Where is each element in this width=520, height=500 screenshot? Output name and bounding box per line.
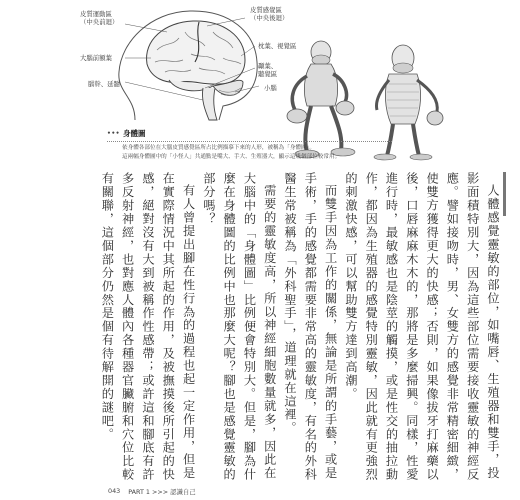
paragraph: 有人曾提出腳在性行為的過程也起一定作用，但是在實際情況中其所起的作用，及被撫摸後所引起的快感，絕對沒有大到被稱作性感帶；或許這和腳底有許多反射神經，也對應人體內各種器官臟腑和穴位比較有關聯，這個部分仍然是個有待解開的謎吧。	[100, 172, 196, 482]
label-temporal: 顳葉、 聽覺區	[258, 62, 278, 78]
body-text	[100, 172, 503, 488]
caption-dots-icon: •••	[107, 129, 121, 137]
brain-figure	[0, 0, 520, 160]
label-brainstem: 腦幹、延髓	[88, 80, 120, 88]
part-label: PART 1 >>> 認識自己	[128, 488, 196, 496]
caption-text: 依身體各部位在大腦皮質感覺區所占比例描摹下來的人形，被稱為「身體圖」。 這兩幅身體圖中的「小怪人」共通點是嘴大、手大、生殖器大，顯示這幾個部位較常用。	[122, 145, 341, 160]
paragraph: 人體感覺靈敏的部位，如嘴唇、生殖器和雙手，投影面積特別大，因為這些部位需要接收靈敏的神經反應。譬如接吻時，男、女雙方的感覺非常精密細緻，使雙方獲得更大的快感；否則，如果像拔牙打麻藥以後，口唇麻麻木木的，那將是多麼掃興。同樣，性愛進行時，最敏感也是陰莖的觸摸，或是性交的抽拉動作，都因為生殖器的感覺特別靈敏，因此就有更強烈的刺激快感，可以幫助雙方達到高潮。	[343, 172, 500, 482]
label-sensory-cortex: 皮質感覺區 （中央後迴）	[250, 6, 289, 22]
caption-title	[107, 128, 146, 138]
caption-divider	[107, 141, 392, 142]
label-occipital: 枕葉、視覺區	[258, 42, 297, 50]
highlight-bar	[503, 172, 506, 216]
label-prefrontal: 大腦前額葉	[80, 54, 112, 62]
homunculus-illustration	[285, 40, 445, 160]
label-cerebellum: 小腦	[264, 84, 277, 92]
caption-title-text: 身體圖	[123, 128, 146, 138]
paragraph: 而雙手因為工作的關係，無論是所謂的手藝，或是手術，手的感覺都需要非常高的靈敏度，有名的外科醫生常被稱為「外科聖手」，道理就在這裡。	[283, 172, 338, 482]
paragraph: 需要的靈敏度高，所以神經細胞數量就多，因此在大腦中的「身體圖」比例便會特別大。但是，腳為什麼在身體圖的比例中也那麼大呢？腳也是感覺靈敏的部分嗎？	[201, 172, 277, 482]
page-footer	[108, 487, 196, 496]
label-motor-cortex: 皮質運動區 （中央前迴）	[80, 10, 119, 26]
page-number: 043	[108, 487, 121, 495]
